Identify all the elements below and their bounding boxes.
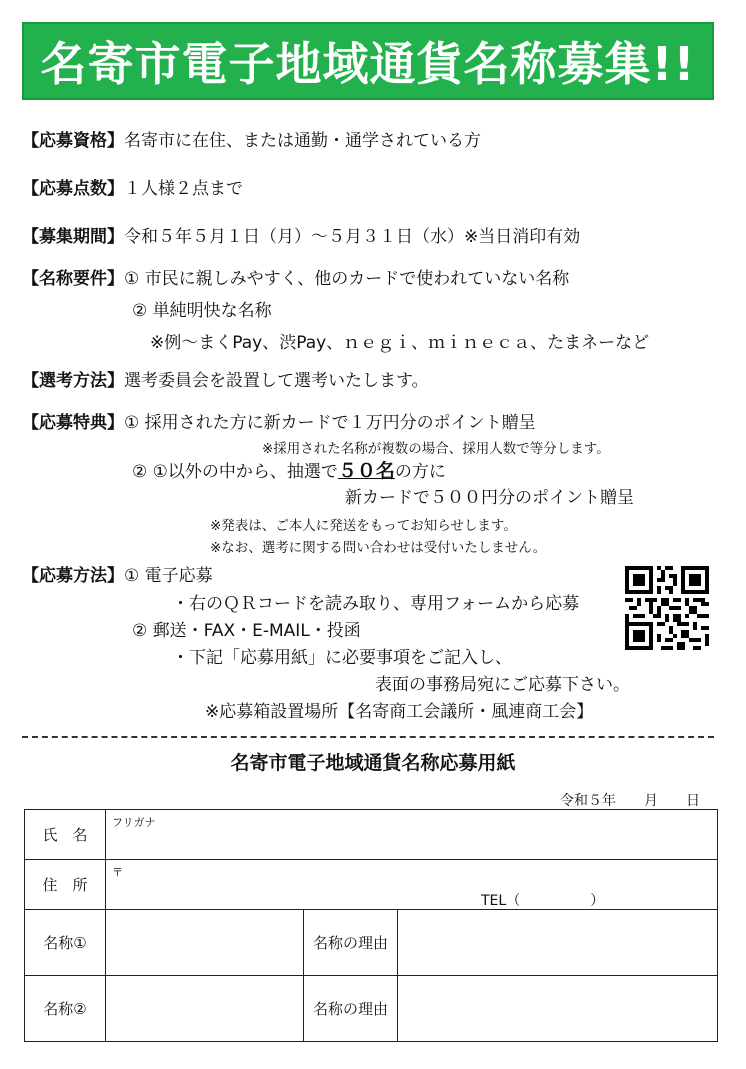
selection-text: 選考委員会を設置して選考いたします。 — [124, 371, 429, 391]
postal-mark: 〒 — [112, 866, 123, 879]
eligibility-text: 名寄市に在住、または通勤・通学されている方 — [124, 131, 481, 151]
name-field[interactable] — [106, 810, 718, 860]
benefit-item-2-emphasis: ５０名 — [337, 460, 395, 482]
benefits-row — [22, 412, 536, 434]
selection-label: 【選考方法】 — [22, 371, 124, 391]
benefit-item-2-suffix: の方に — [394, 462, 446, 482]
count-label: 【応募点数】 — [22, 179, 124, 199]
method-item-1: ① 電子応募 — [124, 566, 213, 586]
reason1-label: 名称の理由 — [304, 910, 398, 976]
application-form — [24, 809, 718, 1042]
eligibility-row — [22, 130, 481, 152]
benefits-label: 【応募特典】 — [22, 413, 124, 433]
period-text: 令和５年５月１日（月）～５月３１日（水）※当日消印有効 — [124, 227, 581, 247]
requirements-row — [22, 268, 569, 290]
reason1-field[interactable] — [398, 910, 718, 976]
benefit-item-2 — [132, 460, 446, 483]
form-date: 令和５年 月 日 — [560, 793, 700, 809]
selection-row — [22, 370, 429, 392]
method-item-1-detail: ・右のＱＲコードを読み取り、専用フォームから応募 — [172, 594, 580, 614]
method-item-2-detail-2: 表面の事務局宛にご応募下さい。 — [375, 675, 630, 695]
benefit-item-1: ① 採用された方に新カードで１万円分のポイント贈呈 — [124, 413, 536, 433]
method-row — [22, 565, 213, 587]
period-row — [22, 226, 580, 248]
box-locations: ※応募箱設置場所【名寄商工会議所・風連商工会】 — [205, 702, 594, 722]
count-text: １人様２点まで — [124, 179, 243, 199]
name-label: 氏 名 — [25, 810, 106, 860]
benefit-note-3: ※なお、選考に関する問い合わせは受付いたしません。 — [210, 540, 547, 556]
method-item-2: ② 郵送・FAX・E-MAIL・投函 — [132, 621, 361, 641]
benefit-item-2-prefix: ② ①以外の中から、抽選で — [132, 462, 338, 482]
requirement-item-1: ① 市民に親しみやすく、他のカードで使われていない名称 — [124, 269, 570, 289]
name1-field[interactable] — [106, 910, 304, 976]
name2-field[interactable] — [106, 976, 304, 1042]
form-title: 名寄市電子地域通貨名称応募用紙 — [230, 752, 516, 774]
benefit-note-2: ※発表は、ご本人に発送をもってお知らせします。 — [210, 518, 517, 534]
method-item-2-detail-1: ・下記「応募用紙」に必要事項をご記入し、 — [172, 648, 512, 668]
cut-line — [22, 736, 714, 738]
benefit-note-1: ※採用された名称が複数の場合、採用人数で等分します。 — [262, 441, 610, 457]
title-banner — [22, 22, 714, 100]
period-label: 【募集期間】 — [22, 227, 124, 247]
count-row — [22, 178, 243, 200]
qr-code[interactable] — [625, 566, 709, 650]
page-title: 名寄市電子地域通貨名称募集!! — [40, 37, 696, 91]
address-field[interactable] — [106, 860, 718, 910]
method-label: 【応募方法】 — [22, 566, 124, 586]
reason2-label: 名称の理由 — [304, 976, 398, 1042]
address-label: 住 所 — [25, 860, 106, 910]
reason2-field[interactable] — [398, 976, 718, 1042]
requirement-item-2: ② 単純明快な名称 — [132, 301, 272, 321]
name1-label: 名称① — [25, 910, 106, 976]
eligibility-label: 【応募資格】 — [22, 131, 124, 151]
furigana-label: フリガナ — [112, 816, 156, 829]
tel-label: TEL（ ） — [481, 893, 605, 909]
requirement-example: ※例～まくPay、渋Pay、ｎｅｇｉ、ｍｉｎｅｃａ、たまネーなど — [150, 333, 650, 353]
requirements-label: 【名称要件】 — [22, 269, 124, 289]
name2-label: 名称② — [25, 976, 106, 1042]
benefit-item-2-line2: 新カードで５００円分のポイント贈呈 — [345, 488, 634, 508]
